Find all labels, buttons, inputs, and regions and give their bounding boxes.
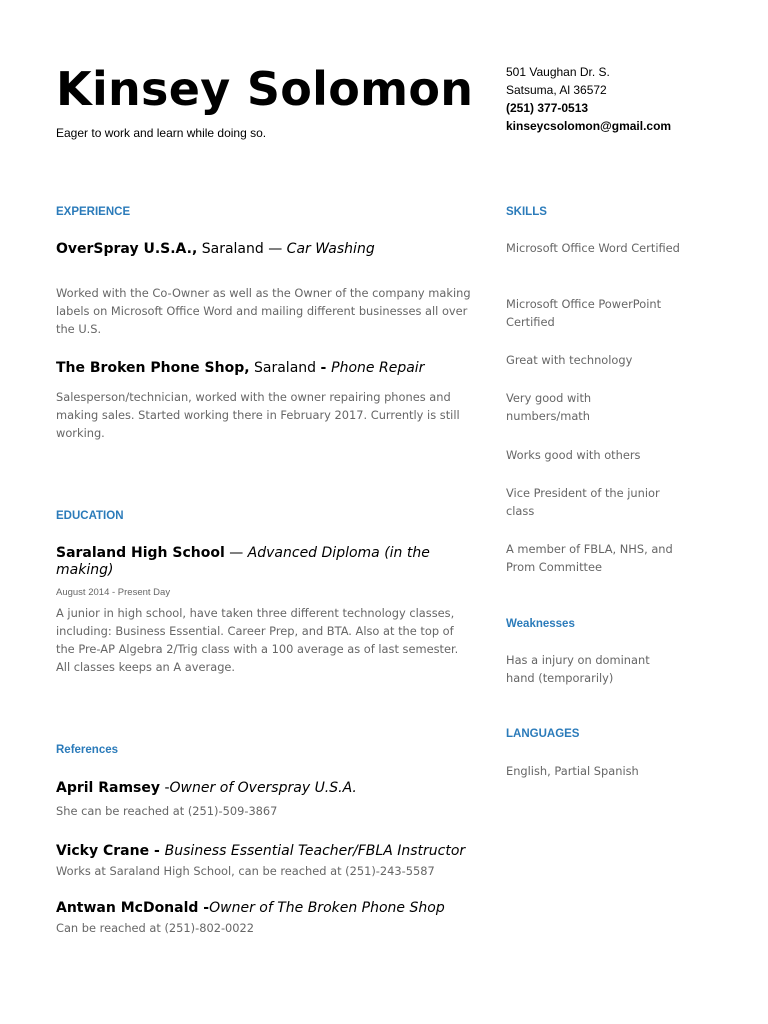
skill-item: Very good with numbers/math (506, 391, 592, 423)
skill-item: A member of FBLA, NHS, and Prom Committee (506, 542, 673, 574)
education-heading: EDUCATION (56, 510, 124, 522)
education-description: A junior in high school, have taken three different technology classes, including: Business Essential. Career Prep, and BTA. Also at the top of the Pre-AP Algebra 2/Trig class with a 100 average as of last semester. All classes keeps an A average. (56, 606, 459, 674)
languages-heading: LANGUAGES (506, 728, 580, 740)
job-location: Saraland (249, 360, 321, 376)
reference-role: Owner of Overspray U.S.A. (169, 780, 357, 796)
title-separator: - (320, 360, 332, 376)
employer-name: The Broken Phone Shop, (56, 360, 250, 376)
reference-title (56, 843, 476, 860)
title-separator: — (224, 545, 248, 561)
employer-name: OverSpray U.S.A., (56, 241, 198, 257)
title-separator: - (160, 780, 170, 796)
reference-contact: She can be reached at (251)-509-3867 (56, 804, 278, 818)
phone-number: (251) 377-0513 (506, 101, 589, 115)
reference-name: Vicky Crane (56, 843, 150, 859)
skill-item: Works good with others (506, 448, 641, 462)
reference-role: Owner of The Broken Phone Shop (209, 900, 445, 916)
title-separator: - (198, 900, 210, 916)
address-line-1: 501 Vaughan Dr. S. (506, 65, 610, 79)
reference-contact: Works at Saraland High School, can be reached at (251)-243-5587 (56, 864, 435, 878)
experience-entry-title (56, 241, 476, 258)
reference-contact: Can be reached at (251)-802-0022 (56, 921, 255, 935)
skill-item: Microsoft Office PowerPoint Certified (506, 297, 662, 329)
reference-title (56, 780, 476, 797)
applicant-name: Kinsey Solomon (56, 62, 474, 116)
skill-item: Vice President of the junior class (506, 486, 660, 518)
skill-item: Great with technology (506, 353, 633, 367)
reference-role: Business Essential Teacher/FBLA Instructor (164, 843, 466, 859)
job-role: Phone Repair (331, 360, 425, 376)
experience-heading: EXPERIENCE (56, 206, 131, 218)
job-description: Worked with the Co-Owner as well as the Owner of the company making labels on Microsoft Office Word and mailing different businesses all over the U.S. (56, 286, 471, 336)
weaknesses-heading: Weaknesses (506, 618, 575, 630)
contact-block (506, 63, 746, 135)
title-separator: - (149, 843, 165, 859)
education-entry-title (56, 545, 456, 579)
education-date: August 2014 - Present Day (56, 587, 171, 598)
job-description: Salesperson/technician, worked with the owner repairing phones and making sales. Started working there in February 2017. Currently is still working. (56, 390, 460, 440)
address-line-2: Satsuma, Al 36572 (506, 83, 607, 97)
job-location: Saraland — (197, 241, 287, 257)
reference-name: Antwan McDonald (56, 900, 199, 916)
tagline: Eager to work and learn while doing so. (56, 126, 267, 140)
skill-item: Microsoft Office Word Certified (506, 241, 680, 255)
reference-title (56, 900, 476, 917)
school-name: Saraland High School (56, 545, 225, 561)
weakness-item: Has a injury on dominant hand (temporarily) (506, 653, 650, 685)
skills-heading: SKILLS (506, 206, 547, 218)
email-address[interactable]: kinseycsolomon@gmail.com (506, 119, 672, 133)
language-item: English, Partial Spanish (506, 764, 639, 778)
experience-entry-title (56, 360, 476, 377)
job-role: Car Washing (286, 241, 375, 257)
degree: Advanced Diploma (in the making) (56, 545, 430, 578)
reference-name: April Ramsey (56, 780, 161, 796)
references-heading: References (56, 744, 119, 756)
